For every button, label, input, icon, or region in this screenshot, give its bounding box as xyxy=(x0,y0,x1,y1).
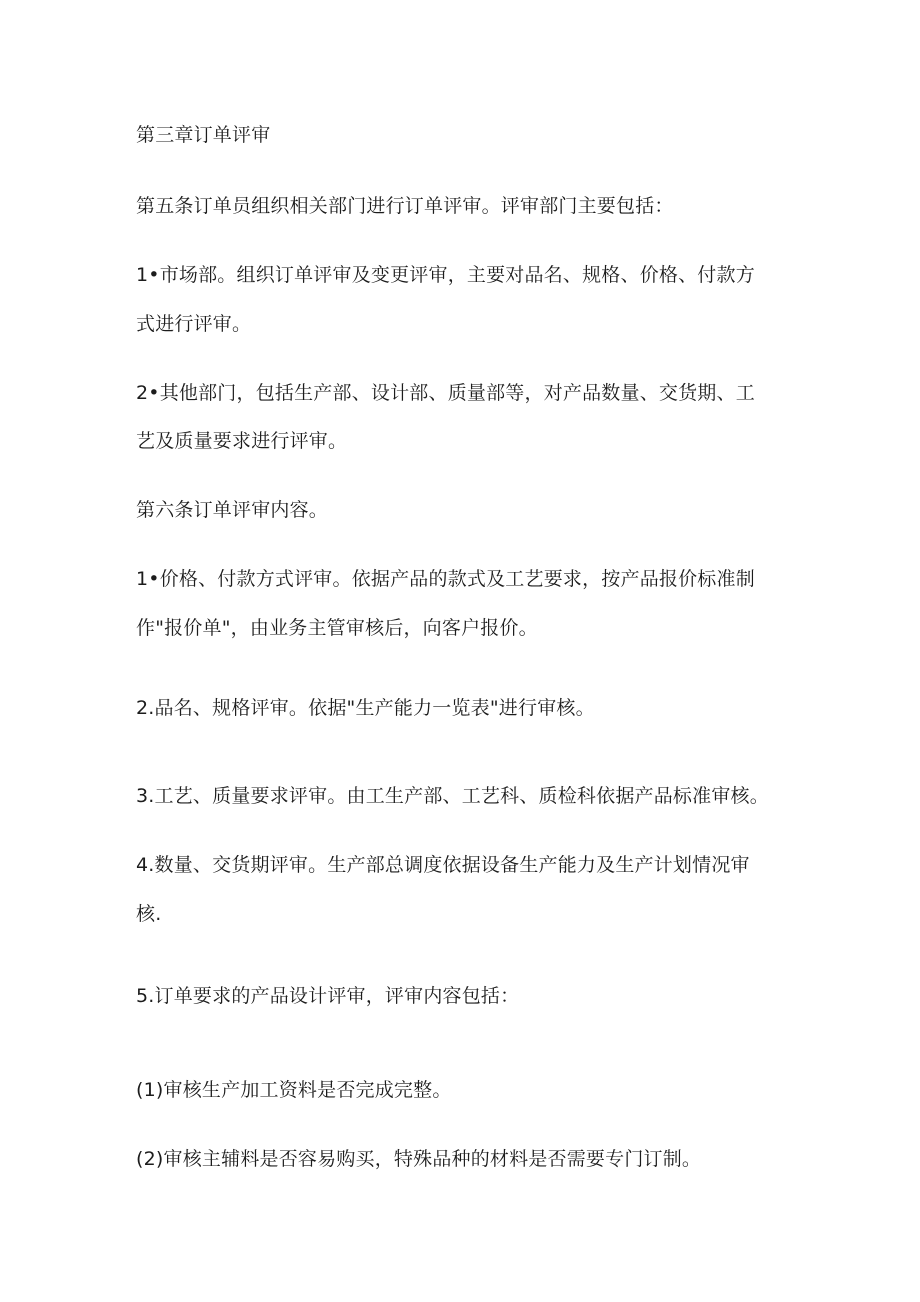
text-line: 艺及质量要求进行评审。 xyxy=(136,430,348,452)
text-line: 式进行评审。 xyxy=(136,313,252,335)
text-line: 2.品名、规格评审。依据"生产能力一览表"进行审核。 xyxy=(136,697,595,719)
text-line: 1•价格、付款方式评审。依据产品的款式及工艺要求，按产品报价标准制 xyxy=(136,568,755,590)
chapter-heading: 第三章订单评审 xyxy=(136,124,271,146)
text-line: (1)审核生产加工资料是否完成完整。 xyxy=(136,1079,452,1101)
text-line: 作"报价单"，由业务主管审核后，向客户报价。 xyxy=(136,617,538,639)
text-line: 第六条订单评审内容。 xyxy=(136,499,329,521)
text-line: (2)审核主辅料是否容易购买，特殊品种的材料是否需要专门订制。 xyxy=(136,1148,702,1170)
text-line: 3.工艺、质量要求评审。由工生产部、工艺科、质检科依据产品标准审核。 xyxy=(136,785,769,807)
text-line: 核. xyxy=(136,903,162,925)
text-line: 第五条订单员组织相关部门进行订单评审。评审部门主要包括： xyxy=(136,195,674,217)
text-line: 2•其他部门，包括生产部、设计部、质量部等，对产品数量、交货期、工 xyxy=(136,382,755,404)
text-line: 5.订单要求的产品设计评审，评审内容包括： xyxy=(136,985,520,1007)
text-line: 4.数量、交货期评审。生产部总调度依据设备生产能力及生产计划情况审 xyxy=(136,854,750,876)
text-line: 1•市场部。组织订单评审及变更评审，主要对品名、规格、价格、付款方 xyxy=(136,264,755,286)
